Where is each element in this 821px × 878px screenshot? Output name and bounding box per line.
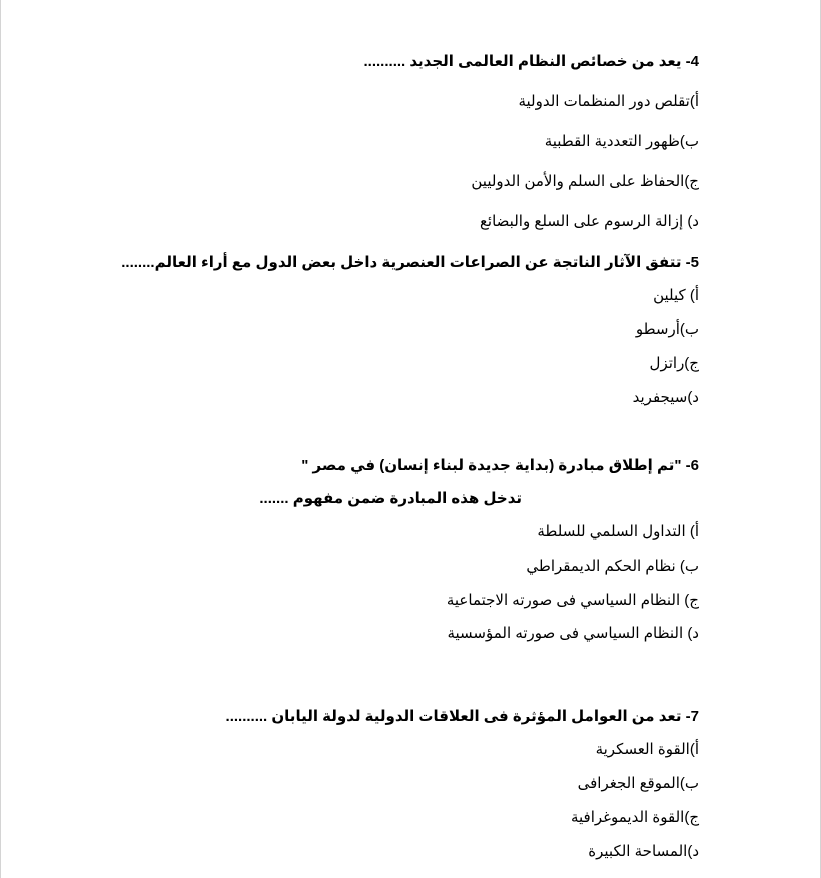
question-7-option-b: ب)الموقع الجغرافى xyxy=(577,775,699,792)
question-4-stem: 4- يعد من خصائص النظام العالمى الجديد .......... xyxy=(363,53,699,70)
question-4-option-c: ج)الحفاظ على السلم والأمن الدوليين xyxy=(471,173,699,190)
question-4-option-b: ب)ظهور التعددية القطبية xyxy=(544,133,699,150)
question-6-stem: 6- "تم إطلاق مبادرة (بداية جديدة لبناء إنسان) في مصر " xyxy=(301,457,699,474)
question-6-option-c: ج) النظام السياسي فى صورته الاجتماعية xyxy=(446,592,699,609)
question-7-option-d: د)المساحة الكبيرة xyxy=(588,843,699,860)
question-6-option-b: ب) نظام الحكم الديمقراطي xyxy=(526,558,699,575)
question-5-option-a: أ) كيلين xyxy=(653,287,699,304)
question-5-option-c: ج)راتزل xyxy=(649,355,699,372)
question-5-option-d: د)سيجفريد xyxy=(632,389,699,406)
question-6-option-a: أ) التداول السلمي للسلطة xyxy=(537,523,699,540)
question-7-option-a: أ)القوة العسكرية xyxy=(595,741,699,758)
question-5-stem: 5- تتفق الآثار الناتجة عن الصراعات العنصرية داخل بعض الدول مع أراء العالم........ xyxy=(121,254,699,271)
question-4-option-a: أ)تقلص دور المنظمات الدولية xyxy=(518,93,699,110)
question-7-option-c: ج)القوة الديموغرافية xyxy=(570,809,699,826)
question-6-stem-continuation: تدخل هذه المبادرة ضمن مفهوم ....... xyxy=(259,490,522,507)
question-5-option-b: ب)أرسطو xyxy=(635,321,699,338)
question-7-stem: 7- تعد من العوامل المؤثرة فى العلاقات الدولية لدولة اليابان .......... xyxy=(225,708,699,725)
question-6-option-d: د) النظام السياسي فى صورته المؤسسية xyxy=(447,625,699,642)
question-4-option-d: د) إزالة الرسوم على السلع والبضائع xyxy=(479,213,699,230)
